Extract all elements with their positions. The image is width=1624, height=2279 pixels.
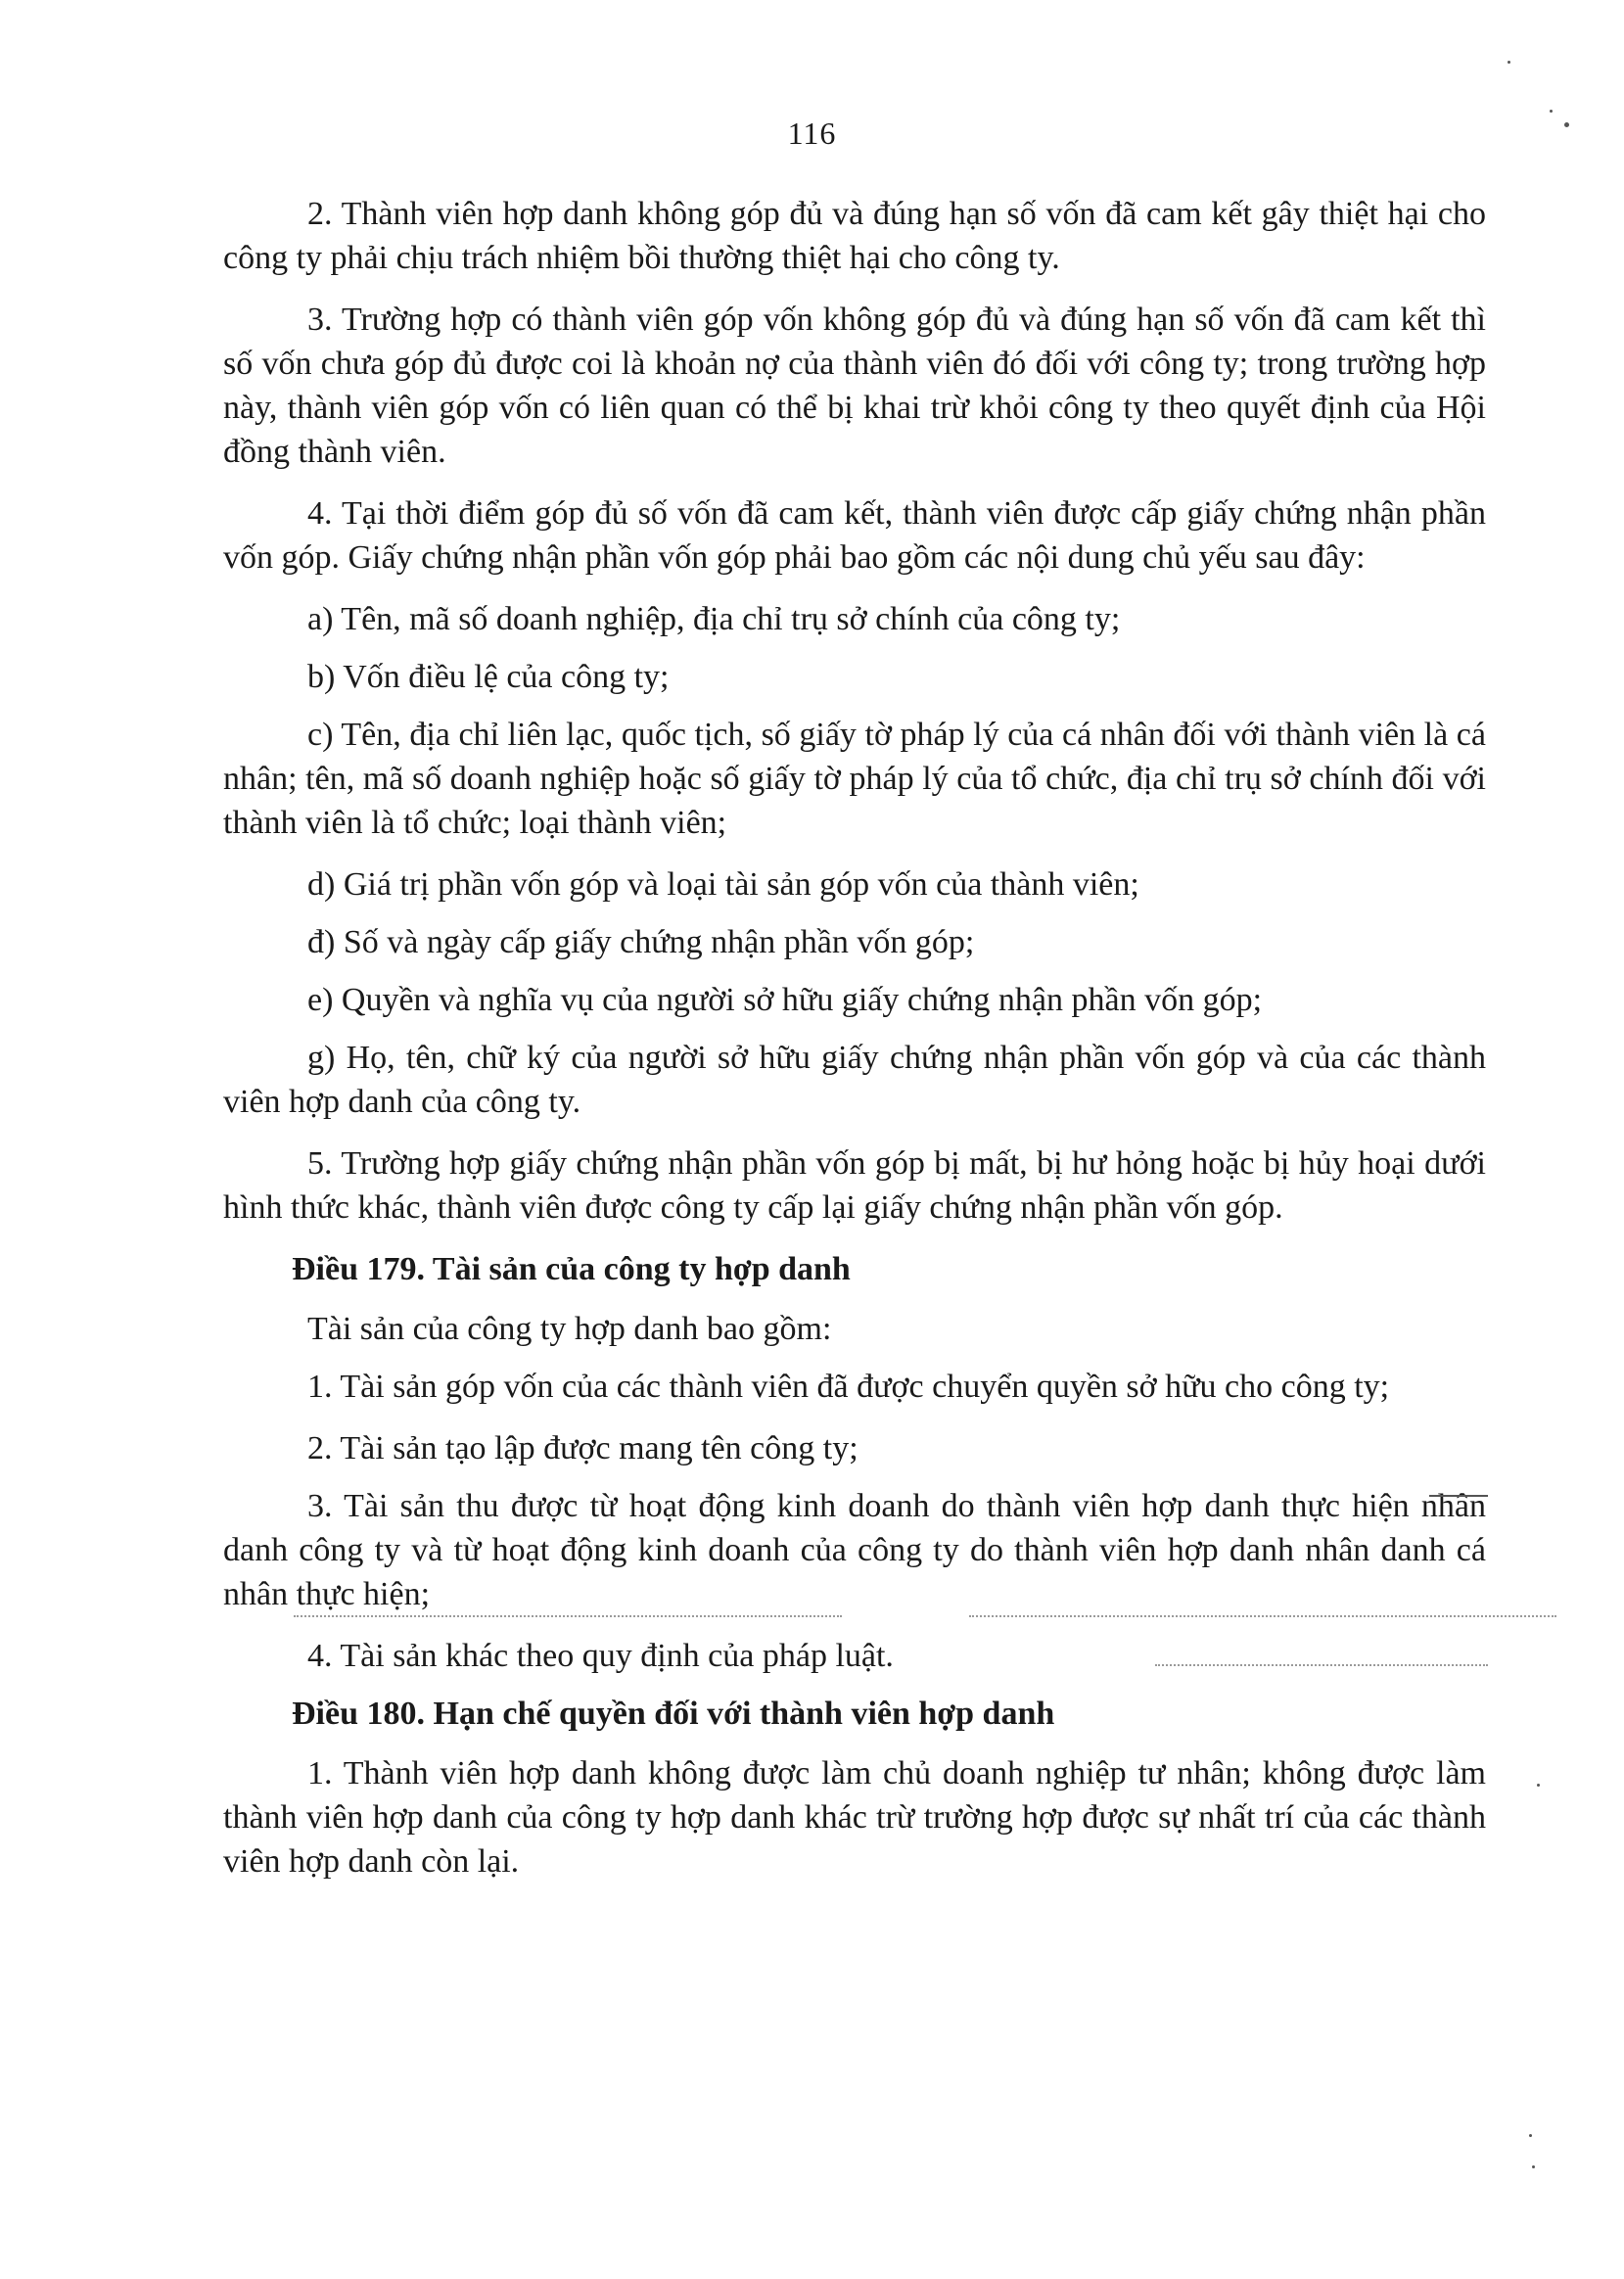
list-item-d: d) Giá trị phần vốn góp và loại tài sản góp vốn của thành viên; — [307, 866, 1139, 903]
article-179-item-1: 1. Tài sản góp vốn của các thành viên đã được chuyển quyền sở hữu cho công ty; — [307, 1369, 1390, 1405]
scan-dash-line — [1155, 1664, 1488, 1666]
scan-speck — [1550, 110, 1553, 113]
scan-speck — [1564, 122, 1569, 127]
article-179-item-2: 2. Tài sản tạo lập được mang tên công ty; — [307, 1430, 858, 1466]
page-number: 116 — [787, 116, 837, 151]
document-body — [223, 192, 1486, 1901]
scan-speck — [1508, 61, 1510, 64]
scan-dash-line — [294, 1615, 842, 1617]
paragraph-3-unpaid-capital: 3. Trường hợp có thành viên góp vốn không góp đủ và đúng hạn số vốn đã cam kết thì số vốn chưa góp đủ được coi là khoản nợ của thành viên đó đối với công ty; trong trường hợp này, thành viên góp vốn có liên quan có thể bị khai trừ khỏi công ty theo quyết định của Hội đồng thành viên. — [223, 302, 1486, 470]
paragraph-2-liability: 2. Thành viên hợp danh không góp đủ và đúng hạn số vốn đã cam kết gây thiệt hại cho công ty phải chịu trách nhiệm bồi thường thiệt hại cho công ty. — [223, 196, 1486, 276]
scan-dash-line — [1429, 1495, 1488, 1497]
article-180-heading: Điều 180. Hạn chế quyền đối với thành viên hợp danh — [292, 1696, 1055, 1732]
scan-speck — [1532, 2165, 1535, 2168]
paragraph-4-certificate: 4. Tại thời điểm góp đủ số vốn đã cam kết, thành viên được cấp giấy chứng nhận phần vốn góp. Giấy chứng nhận phần vốn góp phải bao gồm các nội dung chủ yếu sau đây: — [223, 495, 1486, 576]
article-179-item-3: 3. Tài sản thu được từ hoạt động kinh doanh do thành viên hợp danh thực hiện nhân danh công ty và từ hoạt động kinh doanh của công ty do thành viên hợp danh nhân danh cá nhân thực hiện; — [223, 1488, 1486, 1612]
article-179-heading: Điều 179. Tài sản của công ty hợp danh — [292, 1251, 851, 1287]
list-item-dd: đ) Số và ngày cấp giấy chứng nhận phần vốn góp; — [307, 924, 975, 960]
list-item-b: b) Vốn điều lệ của công ty; — [307, 659, 670, 695]
article-180-item-1: 1. Thành viên hợp danh không được làm chủ doanh nghiệp tư nhân; không được làm thành viên hợp danh của công ty hợp danh khác trừ trường hợp được sự nhất trí của các thành viên hợp danh còn lại. — [223, 1755, 1486, 1880]
article-179-intro: Tài sản của công ty hợp danh bao gồm: — [307, 1311, 832, 1347]
list-item-a: a) Tên, mã số doanh nghiệp, địa chỉ trụ sở chính của công ty; — [307, 601, 1121, 637]
list-item-g: g) Họ, tên, chữ ký của người sở hữu giấy chứng nhận phần vốn góp và của các thành viên hợp danh của công ty. — [223, 1040, 1486, 1120]
scan-dash-line — [969, 1615, 1556, 1617]
article-179-item-4: 4. Tài sản khác theo quy định của pháp luật. — [307, 1638, 894, 1674]
scan-speck — [1537, 1784, 1540, 1787]
list-item-c: c) Tên, địa chỉ liên lạc, quốc tịch, số giấy tờ pháp lý của cá nhân đối với thành viên là cá nhân; tên, mã số doanh nghiệp hoặc số giấy tờ pháp lý của tổ chức, địa chỉ trụ sở chính đối với thành viên là tổ chức; loại thành viên; — [223, 717, 1486, 841]
paragraph-5-reissue: 5. Trường hợp giấy chứng nhận phần vốn góp bị mất, bị hư hỏng hoặc bị hủy hoại dưới hình thức khác, thành viên được công ty cấp lại giấy chứng nhận phần vốn góp. — [223, 1145, 1486, 1226]
list-item-e: e) Quyền và nghĩa vụ của người sở hữu giấy chứng nhận phần vốn góp; — [307, 982, 1263, 1018]
scan-speck — [1529, 2134, 1532, 2137]
